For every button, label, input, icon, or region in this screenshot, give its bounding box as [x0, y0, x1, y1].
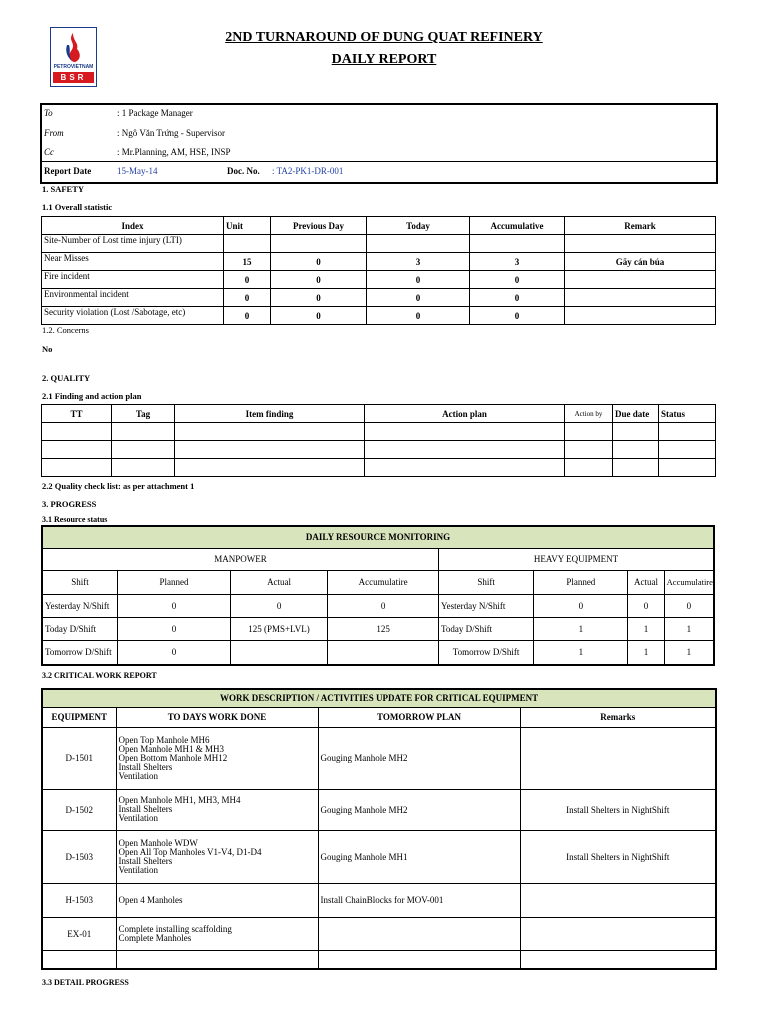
work-item: Ventilation	[118, 864, 158, 875]
cell: 0	[118, 594, 231, 617]
cell: 3	[367, 253, 470, 271]
cell: Tomorrow D/Shift	[42, 640, 118, 665]
cell: 1	[534, 640, 628, 665]
cell	[328, 640, 439, 665]
critical-title-row	[42, 689, 716, 707]
to-value: : 1 Package Manager	[117, 108, 193, 118]
col-status: Status	[659, 405, 716, 423]
col-tt: TT	[42, 405, 112, 423]
cell: Gãy cán búa	[565, 253, 716, 271]
col-equipment: EQUIPMENT	[42, 707, 116, 727]
work-item: Install Shelters	[118, 855, 173, 866]
col-remarks: Remarks	[520, 707, 716, 727]
quality-checklist: 2.2 Quality check list: as per attachment 1	[42, 481, 195, 491]
resource-title: DAILY RESOURCE MONITORING	[42, 526, 714, 548]
from-label: From	[44, 128, 64, 138]
col-remark: Remark	[565, 217, 716, 235]
table-row	[42, 617, 714, 640]
quality-sub: 2.1 Finding and action plan	[42, 391, 142, 401]
table-row	[42, 289, 716, 307]
cell	[367, 235, 470, 253]
cc-value: : Mr.Planning, AM, HSE, INSP	[117, 147, 231, 157]
table-row	[42, 423, 716, 441]
critical-label: 3.2 CRITICAL WORK REPORT	[42, 671, 157, 680]
col-work-done: TO DAYS WORK DONE	[116, 707, 318, 727]
cell: 125	[328, 617, 439, 640]
cell: 0	[664, 594, 714, 617]
concerns-value: No	[42, 344, 53, 354]
concerns-label: 1.2. Concerns	[42, 325, 89, 335]
cell: 0	[470, 289, 565, 307]
cell-equipment: D-1503	[42, 830, 116, 883]
cell: 0	[271, 289, 367, 307]
cell	[565, 307, 716, 325]
cell: 0	[367, 289, 470, 307]
safety-header-row	[42, 217, 716, 235]
cell-remark: Install Shelters in NightShift	[520, 789, 716, 830]
col-index: Index	[42, 217, 224, 235]
col-accumulative: Accumulative	[470, 217, 565, 235]
critical-title: WORK DESCRIPTION / ACTIVITIES UPDATE FOR CRITICAL EQUIPMENT	[42, 689, 716, 707]
table-row	[42, 594, 714, 617]
progress-heading: 3. PROGRESS	[42, 499, 97, 509]
cell: 0	[534, 594, 628, 617]
cell-equipment: D-1502	[42, 789, 116, 830]
col-tomorrow-plan: TOMORROW PLAN	[318, 707, 520, 727]
report-title: 2ND TURNAROUND OF DUNG QUAT REFINERY	[225, 30, 543, 45]
work-item: Complete Manholes	[118, 932, 192, 943]
work-item: Ventilation	[118, 770, 158, 781]
cell-plan: Gouging Manhole MH2	[318, 789, 520, 830]
cell	[271, 235, 367, 253]
cell: 0	[224, 271, 271, 289]
cell: 1	[664, 617, 714, 640]
cell-remark	[520, 883, 716, 917]
table-row	[42, 235, 716, 253]
cell: 1	[534, 617, 628, 640]
cell: Yesterday N/Shift	[438, 594, 533, 617]
col-actual: Actual	[230, 570, 327, 594]
cell: 1	[664, 640, 714, 665]
resource-header-row	[42, 570, 714, 594]
col-due-date: Due date	[613, 405, 659, 423]
col-action-plan: Action plan	[365, 405, 565, 423]
table-row	[42, 727, 716, 789]
col-accumulative: Accumulatire	[664, 570, 714, 594]
cell: Site-Number of Lost time injury (LTI)	[42, 235, 224, 253]
safety-table	[41, 216, 716, 325]
work-item: Open Manhole MH1, MH3, MH4	[118, 795, 241, 805]
safety-heading: 1. SAFETY	[42, 184, 85, 194]
table-row	[42, 253, 716, 271]
cell: 1	[628, 617, 664, 640]
table-row	[42, 830, 716, 883]
work-item: Complete installing scaffolding	[118, 923, 232, 934]
table-row	[42, 883, 716, 917]
detail-progress-label: 3.3 DETAIL PROGRESS	[42, 978, 129, 987]
col-planned: Planned	[534, 570, 628, 594]
cell: 0	[367, 271, 470, 289]
quality-header-row	[42, 405, 716, 423]
col-action-by: Action by	[565, 405, 613, 423]
cell	[565, 271, 716, 289]
table-row	[42, 950, 716, 969]
cc-label: Cc	[44, 147, 54, 157]
table-row	[42, 271, 716, 289]
cell: 0	[470, 271, 565, 289]
cell: Fire incident	[42, 271, 224, 289]
doc-no-label: Doc. No.	[227, 166, 260, 176]
cell: 0	[367, 307, 470, 325]
col-accumulative: Accumulatire	[328, 570, 439, 594]
logo-brand: PETROVIETNAM	[53, 64, 94, 70]
report-date-value: 15-May-14	[117, 166, 158, 176]
work-item: Open Manhole MH1 & MH3	[118, 743, 224, 754]
resource-title-row	[42, 526, 714, 548]
cell: 0	[271, 253, 367, 271]
table-row	[42, 307, 716, 325]
manpower-header: MANPOWER	[42, 548, 438, 570]
cell-equipment: H-1503	[42, 883, 116, 917]
work-item: Open 4 Manholes	[118, 894, 183, 905]
cell-plan: Gouging Manhole MH1	[318, 830, 520, 883]
cell: 15	[224, 253, 271, 271]
cell: Today D/Shift	[42, 617, 118, 640]
quality-heading: 2. QUALITY	[42, 373, 91, 383]
cell: 0	[328, 594, 439, 617]
report-date-label: Report Date	[44, 166, 92, 176]
work-item: Open Manhole WDW	[118, 837, 198, 848]
col-item-finding: Item finding	[175, 405, 365, 423]
col-unit: Unit	[224, 217, 271, 235]
safety-sub: 1.1 Overall statistic	[42, 202, 113, 212]
table-row	[42, 917, 716, 950]
col-planned: Planned	[118, 570, 231, 594]
table-row	[42, 640, 714, 665]
table-row	[42, 459, 716, 477]
heavy-equipment-header: HEAVY EQUIPMENT	[438, 548, 714, 570]
cell: 0	[118, 617, 231, 640]
cell: 3	[470, 253, 565, 271]
cell-plan	[318, 917, 520, 950]
quality-table	[41, 404, 716, 477]
resource-label: 3.1 Resource status	[42, 515, 108, 524]
cell-remark: Install Shelters in NightShift	[520, 830, 716, 883]
cell-remark	[520, 727, 716, 789]
cell: 0	[230, 594, 327, 617]
cell: Tomorrow D/Shift	[438, 640, 533, 665]
work-item: Open Top Manhole MH6	[118, 734, 210, 745]
cell: 0	[224, 307, 271, 325]
logo-unit: BSR	[53, 72, 94, 83]
col-actual: Actual	[628, 570, 664, 594]
cell	[565, 289, 716, 307]
cell: 0	[224, 289, 271, 307]
critical-table	[41, 688, 717, 970]
to-label: To	[44, 108, 53, 118]
report-subtitle: DAILY REPORT	[331, 52, 437, 67]
cell: 125 (PMS+LVL)	[230, 617, 327, 640]
cell	[230, 640, 327, 665]
col-shift: Shift	[42, 570, 118, 594]
cell	[470, 235, 565, 253]
work-item: Open Bottom Manhole MH12	[118, 752, 228, 763]
cell: Today D/Shift	[438, 617, 533, 640]
cell: 0	[118, 640, 231, 665]
cell-equipment: D-1501	[42, 727, 116, 789]
critical-header-row	[42, 707, 716, 727]
resource-group-row	[42, 548, 714, 570]
col-today: Today	[367, 217, 470, 235]
cell: 0	[271, 271, 367, 289]
cell: Yesterday N/Shift	[42, 594, 118, 617]
resource-table	[41, 525, 715, 666]
cell: 0	[470, 307, 565, 325]
work-item: Open All Top Manholes V1-V4, D1-D4	[118, 846, 262, 857]
cell: Security violation (Lost /Sabotage, etc)	[42, 307, 224, 325]
cell-plan: Gouging Manhole MH2	[318, 727, 520, 789]
col-previous-day: Previous Day	[271, 217, 367, 235]
doc-no-value: : TA2-PK1-DR-001	[272, 166, 344, 176]
col-shift: Shift	[438, 570, 533, 594]
cell-equipment: EX-01	[42, 917, 116, 950]
work-item: Install Shelters	[118, 804, 173, 814]
cell: 0	[628, 594, 664, 617]
cell: 0	[271, 307, 367, 325]
work-item: Ventilation	[118, 813, 158, 823]
from-value: : Ngô Văn Trứng - Supervisor	[117, 128, 225, 138]
cell	[565, 235, 716, 253]
table-row	[42, 441, 716, 459]
cell: Environmental incident	[42, 289, 224, 307]
cell-plan: Install ChainBlocks for MOV-001	[318, 883, 520, 917]
col-tag: Tag	[112, 405, 175, 423]
cell: Near Misses	[42, 253, 224, 271]
cell-remark	[520, 917, 716, 950]
work-item: Install Shelters	[118, 761, 173, 772]
cell	[224, 235, 271, 253]
cell: 1	[628, 640, 664, 665]
table-row	[42, 789, 716, 830]
address-block	[40, 103, 718, 184]
